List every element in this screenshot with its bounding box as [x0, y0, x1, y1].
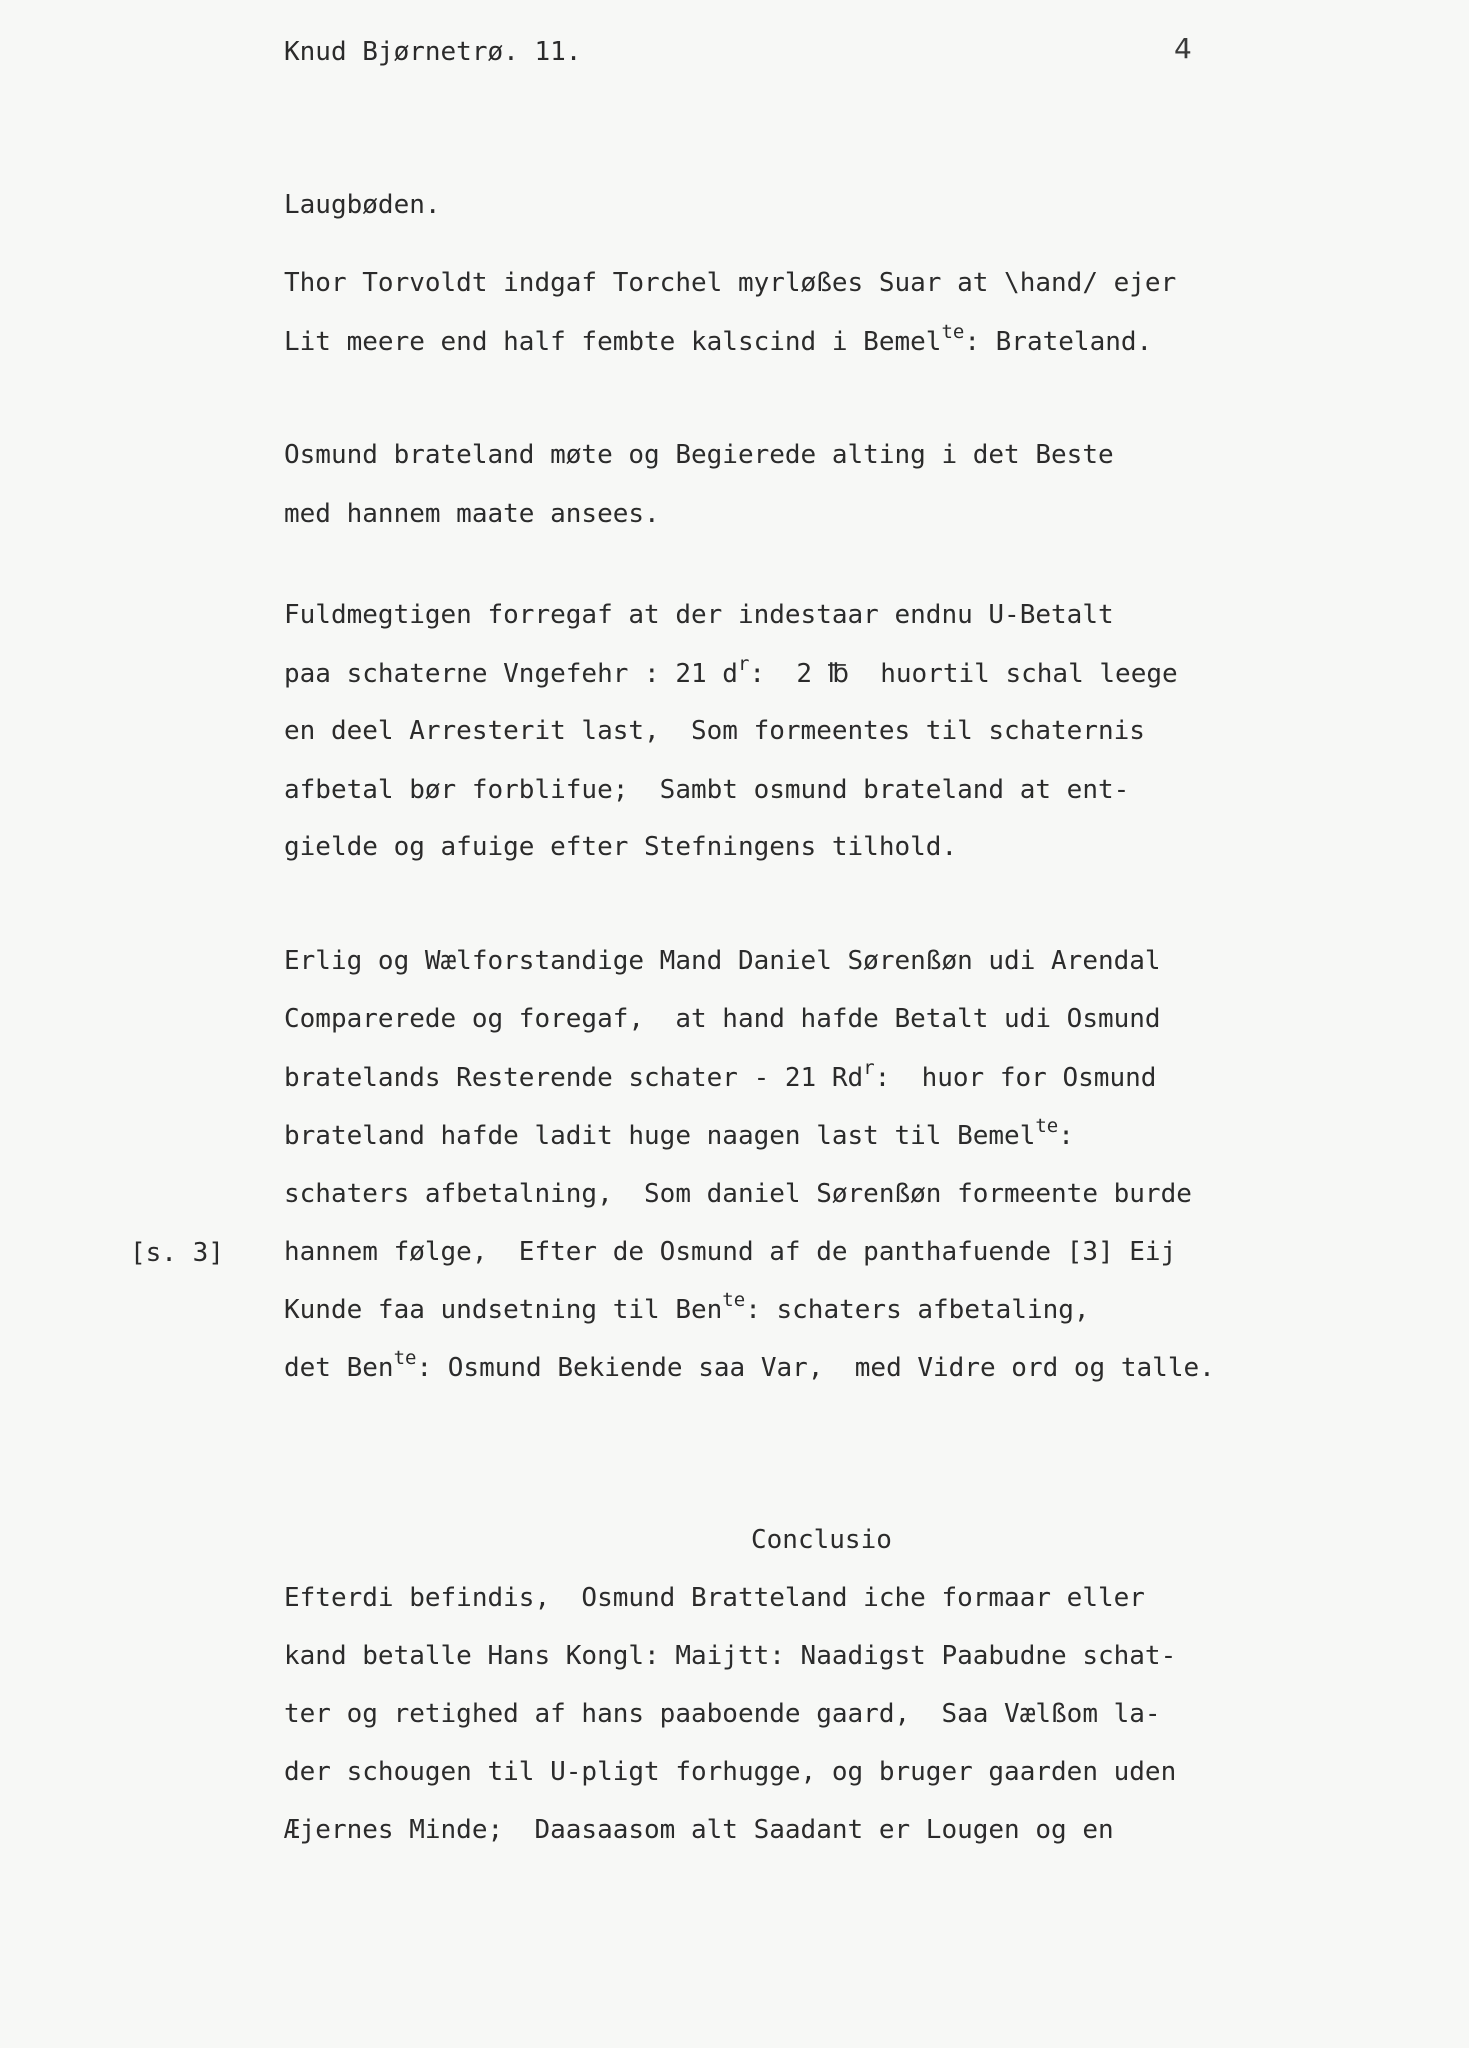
- document-header: Knud Bjørnetrø. 11.: [284, 37, 582, 67]
- paragraph-line: afbetal bør forblifue; Sambt osmund brateland at ent-: [284, 775, 1130, 805]
- paragraph-line: brateland hafde ladit huge naagen last til Bemel$^{te}$:: [284, 1115, 1074, 1151]
- paragraph-line: Æjernes Minde; Daasaasom alt Saadant er Lougen og en: [284, 1815, 1114, 1845]
- paragraph-line: Lit meere end half fembte kalscind i Bemel$^{te}$: Brateland.: [284, 321, 1153, 357]
- page-number: 4: [1174, 32, 1192, 65]
- paragraph-line: Osmund brateland møte og Begierede alting i det Beste: [284, 440, 1114, 470]
- paragraph-line: en deel Arresterit last, Som formeentes til schaternis: [284, 716, 1145, 746]
- paragraph-line: ter og retighed af hans paaboende gaard, Saa Vælßom la-: [284, 1699, 1161, 1729]
- paragraph-line: gielde og afuige efter Stefningens tilhold.: [284, 832, 958, 862]
- paragraph-line: der schougen til U-pligt forhugge, og bruger gaarden uden: [284, 1757, 1177, 1787]
- paragraph-line: Kunde faa undsetning til Ben$^{te}$: schaters afbetaling,: [284, 1289, 1090, 1325]
- paragraph-line: med hannem maate ansees.: [284, 499, 660, 529]
- paragraph-line: det Ben$^{te}$: Osmund Bekiende saa Var, med Vidre ord og talle.: [284, 1347, 1215, 1383]
- paragraph-line: bratelands Resterende schater - 21 Rd$^r$: huor for Osmund: [284, 1057, 1157, 1093]
- paragraph-line: Erlig og Wælforstandige Mand Daniel Sørenßøn udi Arendal: [284, 946, 1161, 976]
- paragraph-line: hannem følge, Efter de Osmund af de panthafuende [3] Eij: [284, 1237, 1177, 1267]
- section-heading-laugboden: Laugbøden.: [284, 190, 441, 220]
- paragraph-line: Fuldmegtigen forregaf at der indestaar endnu U-Betalt: [284, 600, 1114, 630]
- paragraph-line: Comparerede og foregaf, at hand hafde Betalt udi Osmund: [284, 1004, 1161, 1034]
- paragraph-line: Efterdi befindis, Osmund Bratteland iche formaar eller: [284, 1583, 1145, 1613]
- paragraph-line: schaters afbetalning, Som daniel Sørenßøn formeente burde: [284, 1179, 1192, 1209]
- margin-note: [s. 3]: [130, 1238, 224, 1268]
- paragraph-line: kand betalle Hans Kongl: Maijtt: Naadigst Paabudne schat-: [284, 1641, 1177, 1671]
- paragraph-line: Thor Torvoldt indgaf Torchel myrløßes Suar at \hand/ ejer: [284, 268, 1177, 298]
- paragraph-line: paa schaterne Vngefehr : 21 $d^r$: 2 ℔ huortil schal leege: [284, 653, 1178, 689]
- section-heading-conclusio: Conclusio: [751, 1525, 892, 1555]
